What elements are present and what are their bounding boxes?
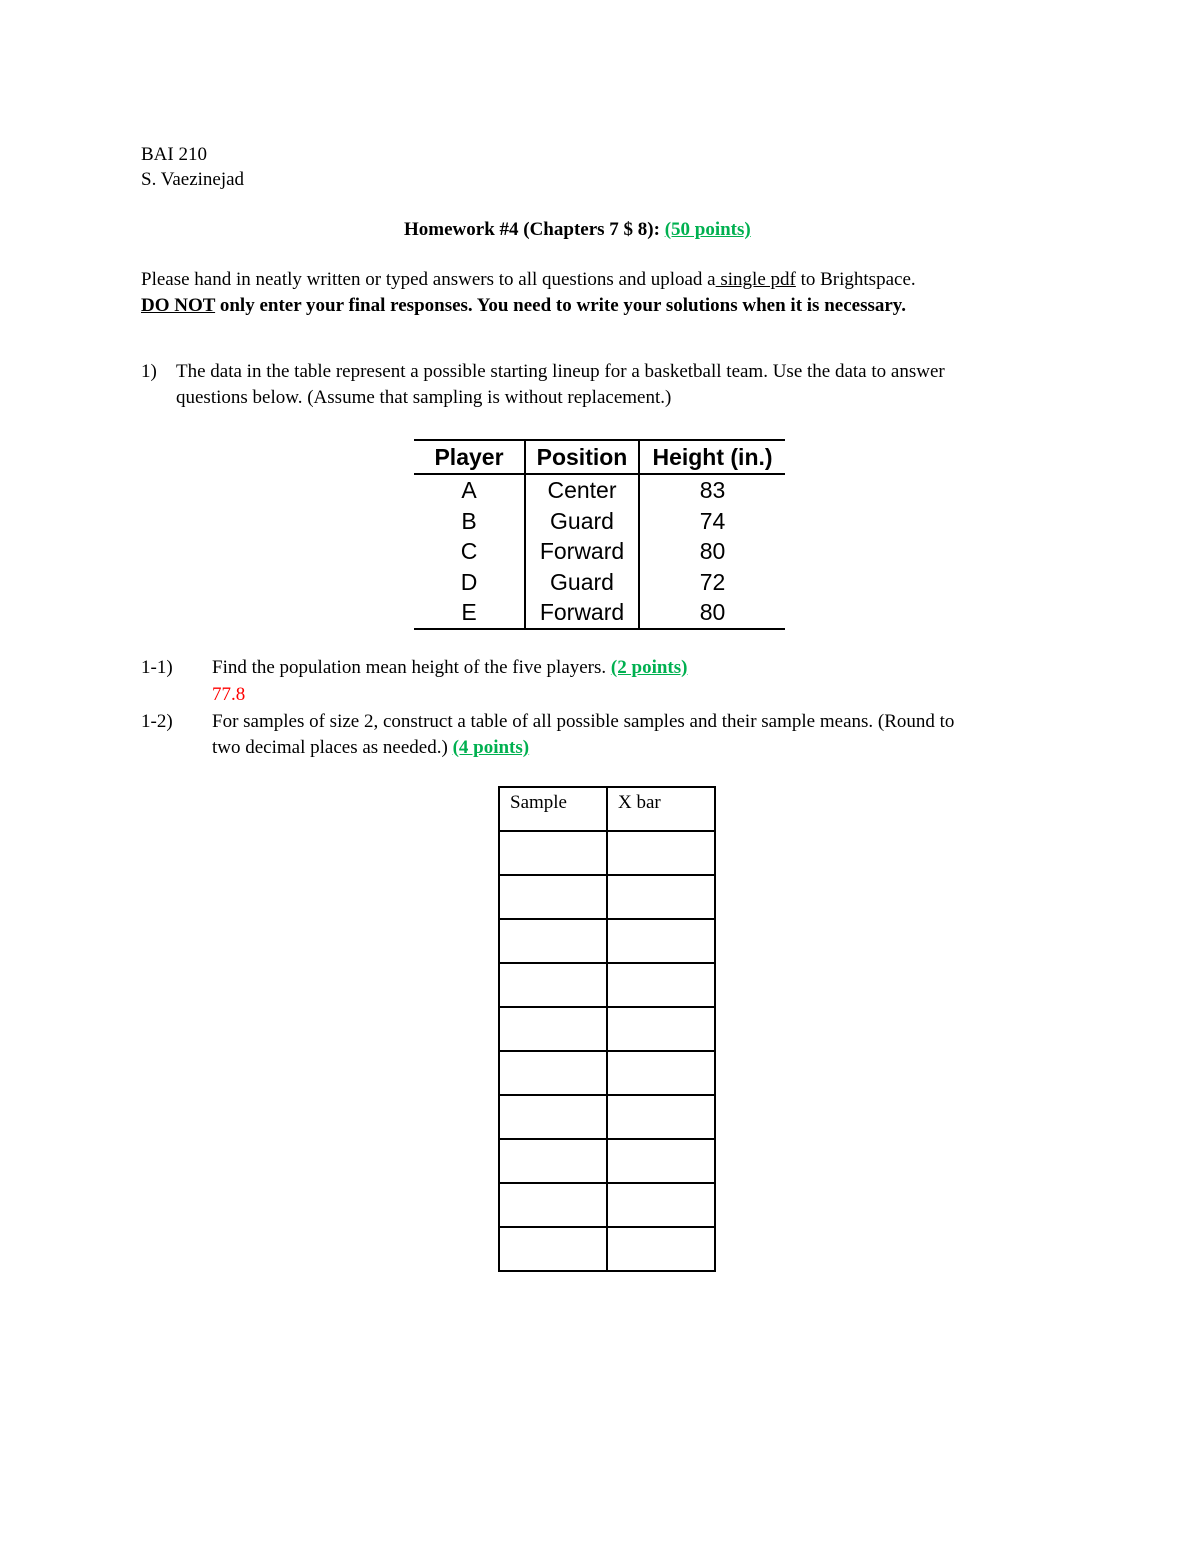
question-1-line-1: The data in the table represent a possible starting lineup for a basketball team. Use the data to answer — [176, 361, 945, 382]
cell-position: Center — [525, 474, 639, 506]
sample-table — [498, 786, 716, 1272]
header-player: Player — [414, 440, 525, 474]
x-bar-cell[interactable] — [607, 1051, 715, 1095]
question-1-line-2: questions below. (Assume that sampling is without replacement.) — [176, 387, 672, 408]
question-1-1-answer: 77.8 — [212, 684, 246, 705]
cell-height: 72 — [639, 567, 785, 598]
instructions-warning: only enter your final responses. You need to write your solutions when it is necessary. — [215, 295, 906, 316]
cell-player: E — [461, 599, 477, 626]
sample-cell[interactable] — [499, 963, 607, 1007]
player-table-header — [414, 440, 785, 474]
x-bar-cell[interactable] — [607, 1095, 715, 1139]
table-row — [499, 1095, 715, 1139]
cell-height: 80 — [639, 536, 785, 567]
cell-player: B — [461, 507, 477, 534]
header-x-bar: X bar — [607, 787, 715, 831]
sample-cell[interactable] — [499, 1095, 607, 1139]
x-bar-cell[interactable] — [607, 831, 715, 875]
cell-player: C — [460, 538, 478, 565]
do-not-text: DO NOT — [141, 295, 216, 316]
instructions-text-end: to Brightspace. — [795, 269, 916, 290]
title-text: Homework #4 (Chapters 7 $ 8): — [404, 219, 660, 240]
question-1-2-line-2 — [212, 735, 529, 761]
table-row — [499, 1051, 715, 1095]
cell-height: 74 — [639, 506, 785, 537]
cell-position: Guard — [525, 506, 639, 537]
x-bar-cell[interactable] — [607, 919, 715, 963]
header-height: Height (in.) — [639, 440, 785, 474]
table-row — [499, 1183, 715, 1227]
player-table — [414, 439, 785, 630]
question-1-1-number: 1-1) — [141, 657, 173, 678]
instructions-line-1 — [141, 267, 916, 293]
table-row — [414, 567, 785, 598]
sample-cell[interactable] — [499, 831, 607, 875]
question-1-2-line-1: For samples of size 2, construct a table of all possible samples and their sample means. (Round to — [212, 711, 955, 732]
cell-height: 83 — [639, 474, 785, 506]
table-row — [414, 536, 785, 567]
sample-cell[interactable] — [499, 1007, 607, 1051]
homework-title — [404, 217, 751, 243]
x-bar-cell[interactable] — [607, 963, 715, 1007]
x-bar-cell[interactable] — [607, 1139, 715, 1183]
question-1-number: 1) — [141, 361, 157, 382]
cell-position: Forward — [525, 536, 639, 567]
table-row — [414, 474, 785, 506]
table-row — [499, 875, 715, 919]
table-row — [499, 919, 715, 963]
sample-cell[interactable] — [499, 1139, 607, 1183]
table-row — [499, 1007, 715, 1051]
table-row — [499, 1227, 715, 1271]
cell-height: 80 — [639, 597, 785, 629]
sample-table-header — [499, 787, 715, 831]
table-row — [499, 1139, 715, 1183]
header-sample: Sample — [499, 787, 607, 831]
question-1-2-prompt: two decimal places as needed.) — [212, 737, 453, 758]
x-bar-cell[interactable] — [607, 1183, 715, 1227]
cell-position: Forward — [525, 597, 639, 629]
sample-cell[interactable] — [499, 1227, 607, 1271]
table-row — [414, 506, 785, 537]
sample-cell[interactable] — [499, 875, 607, 919]
cell-player: A — [461, 477, 477, 504]
single-pdf-text: single pdf — [715, 269, 796, 290]
table-row — [414, 597, 785, 629]
table-row — [499, 963, 715, 1007]
course-code: BAI 210 — [141, 144, 207, 165]
question-1-2-points: (4 points) — [452, 737, 530, 758]
cell-player: D — [460, 568, 478, 595]
x-bar-cell[interactable] — [607, 1007, 715, 1051]
question-1-2-number: 1-2) — [141, 711, 173, 732]
instructor-name: S. Vaezinejad — [141, 169, 245, 190]
sample-cell[interactable] — [499, 1183, 607, 1227]
x-bar-cell[interactable] — [607, 875, 715, 919]
header-position: Position — [525, 440, 639, 474]
table-row — [499, 831, 715, 875]
cell-position: Guard — [525, 567, 639, 598]
x-bar-cell[interactable] — [607, 1227, 715, 1271]
instructions-line-2 — [141, 293, 906, 319]
title-points: (50 points) — [664, 219, 751, 240]
instructions-text: Please hand in neatly written or typed answers to all questions and upload a — [141, 269, 716, 290]
sample-cell[interactable] — [499, 919, 607, 963]
question-1-1-points: (2 points) — [610, 657, 688, 678]
question-1-1-prompt: Find the population mean height of the five players. — [212, 657, 611, 678]
sample-cell[interactable] — [499, 1051, 607, 1095]
question-1-1-text — [212, 655, 687, 681]
